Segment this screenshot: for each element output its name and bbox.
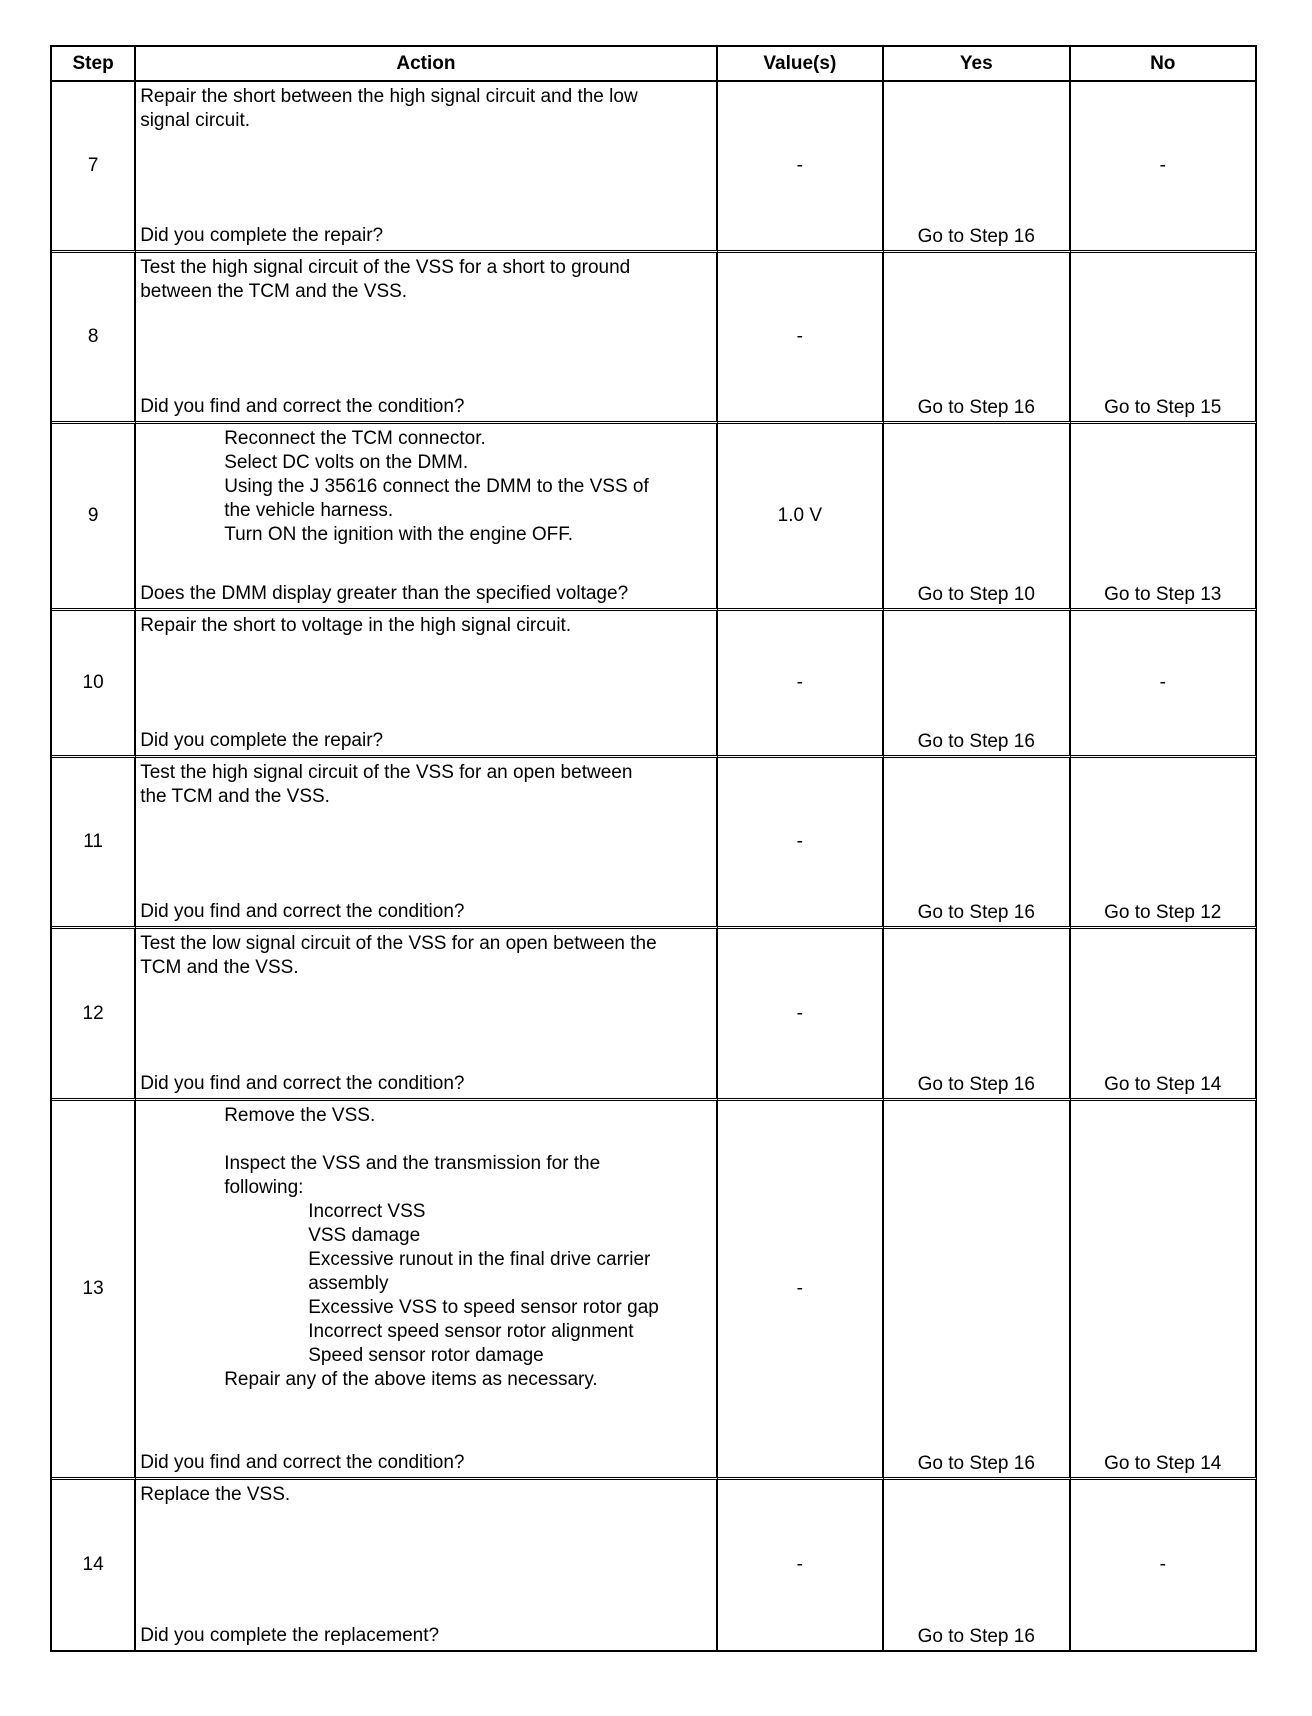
- value-cell: -: [718, 611, 884, 758]
- action-cell: [136, 758, 717, 929]
- value-cell: -: [718, 253, 884, 424]
- action-cell: [136, 929, 717, 1101]
- action-line: Repair the short to voltage in the high signal circuit.: [140, 615, 572, 636]
- table-row: [52, 82, 1257, 253]
- action-line: Using the J 35616 connect the DMM to the VSS of: [224, 476, 649, 497]
- action-question: Did you find and correct the condition?: [140, 1452, 465, 1473]
- action-line: Repair any of the above items as necessary.: [224, 1369, 598, 1390]
- action-line: Select DC volts on the DMM.: [224, 452, 469, 473]
- value-cell: -: [718, 1480, 884, 1652]
- action-cell: [136, 253, 717, 424]
- action-line: TCM and the VSS.: [140, 957, 299, 978]
- action-line: assembly: [308, 1273, 389, 1294]
- value-cell: -: [718, 1101, 884, 1480]
- action-question: Does the DMM display greater than the specified voltage?: [140, 583, 629, 604]
- action-line: between the TCM and the VSS.: [140, 281, 408, 302]
- no-cell: -: [1071, 1480, 1258, 1652]
- action-line: Excessive VSS to speed sensor rotor gap: [308, 1297, 659, 1318]
- header-values: Value(s): [718, 47, 884, 82]
- yes-cell: Go to Step 16: [884, 929, 1070, 1101]
- action-line: Excessive runout in the final drive carrier: [308, 1249, 651, 1270]
- action-question: Did you find and correct the condition?: [140, 1073, 465, 1094]
- action-line: Test the low signal circuit of the VSS for an open between the: [140, 933, 657, 954]
- value-cell: -: [718, 82, 884, 253]
- action-line: the vehicle harness.: [224, 500, 394, 521]
- table-row: [52, 929, 1257, 1101]
- header-action: Action: [136, 47, 717, 82]
- step-number: 11: [52, 758, 136, 929]
- yes-cell: Go to Step 16: [884, 758, 1070, 929]
- table-row: [52, 611, 1257, 758]
- action-question: Did you find and correct the condition?: [140, 901, 465, 922]
- step-number: 9: [52, 424, 136, 611]
- yes-cell: Go to Step 16: [884, 1480, 1070, 1652]
- header-step: Step: [52, 47, 136, 82]
- action-line: Incorrect VSS: [308, 1201, 426, 1222]
- action-cell: [136, 611, 717, 758]
- no-cell: Go to Step 14: [1071, 929, 1258, 1101]
- step-number: 14: [52, 1480, 136, 1652]
- action-question: Did you complete the replacement?: [140, 1625, 440, 1646]
- action-line: Speed sensor rotor damage: [308, 1345, 544, 1366]
- no-cell: -: [1071, 611, 1258, 758]
- no-cell: Go to Step 15: [1071, 253, 1258, 424]
- action-line: Test the high signal circuit of the VSS for a short to ground: [140, 257, 631, 278]
- no-cell: Go to Step 12: [1071, 758, 1258, 929]
- yes-cell: Go to Step 16: [884, 82, 1070, 253]
- action-line: the TCM and the VSS.: [140, 786, 330, 807]
- action-cell: [136, 82, 717, 253]
- table-row: [52, 758, 1257, 929]
- no-cell: Go to Step 14: [1071, 1101, 1258, 1480]
- action-question: Did you complete the repair?: [140, 225, 384, 246]
- step-number: 8: [52, 253, 136, 424]
- table-row: [52, 1101, 1257, 1480]
- action-question: Did you complete the repair?: [140, 730, 384, 751]
- diagnostic-table: [50, 45, 1257, 1652]
- no-cell: -: [1071, 82, 1258, 253]
- header-yes: Yes: [884, 47, 1070, 82]
- action-line: Reconnect the TCM connector.: [224, 428, 486, 449]
- value-cell: -: [718, 758, 884, 929]
- action-line: VSS damage: [308, 1225, 421, 1246]
- step-number: 7: [52, 82, 136, 253]
- no-cell: Go to Step 13: [1071, 424, 1258, 611]
- step-number: 10: [52, 611, 136, 758]
- yes-cell: Go to Step 10: [884, 424, 1070, 611]
- action-line: Remove the VSS.: [224, 1105, 376, 1126]
- action-cell: [136, 424, 717, 611]
- action-line: Inspect the VSS and the transmission for the: [224, 1153, 601, 1174]
- action-line: following:: [224, 1177, 304, 1198]
- yes-cell: Go to Step 16: [884, 611, 1070, 758]
- action-cell: [136, 1101, 717, 1480]
- yes-cell: Go to Step 16: [884, 253, 1070, 424]
- header-row: [52, 47, 1257, 82]
- table-row: [52, 424, 1257, 611]
- action-line: Incorrect speed sensor rotor alignment: [308, 1321, 634, 1342]
- action-line: Replace the VSS.: [140, 1484, 291, 1505]
- step-number: 13: [52, 1101, 136, 1480]
- action-line: Test the high signal circuit of the VSS for an open between: [140, 762, 633, 783]
- value-cell: -: [718, 929, 884, 1101]
- action-cell: [136, 1480, 717, 1652]
- action-line: Repair the short between the high signal circuit and the low: [140, 86, 638, 107]
- action-line: signal circuit.: [140, 110, 251, 131]
- step-number: 12: [52, 929, 136, 1101]
- yes-cell: Go to Step 16: [884, 1101, 1070, 1480]
- table-row: [52, 1480, 1257, 1652]
- action-line: Turn ON the ignition with the engine OFF.: [224, 524, 574, 545]
- table-row: [52, 253, 1257, 424]
- header-no: No: [1071, 47, 1258, 82]
- action-question: Did you find and correct the condition?: [140, 396, 465, 417]
- value-cell: 1.0 V: [718, 424, 884, 611]
